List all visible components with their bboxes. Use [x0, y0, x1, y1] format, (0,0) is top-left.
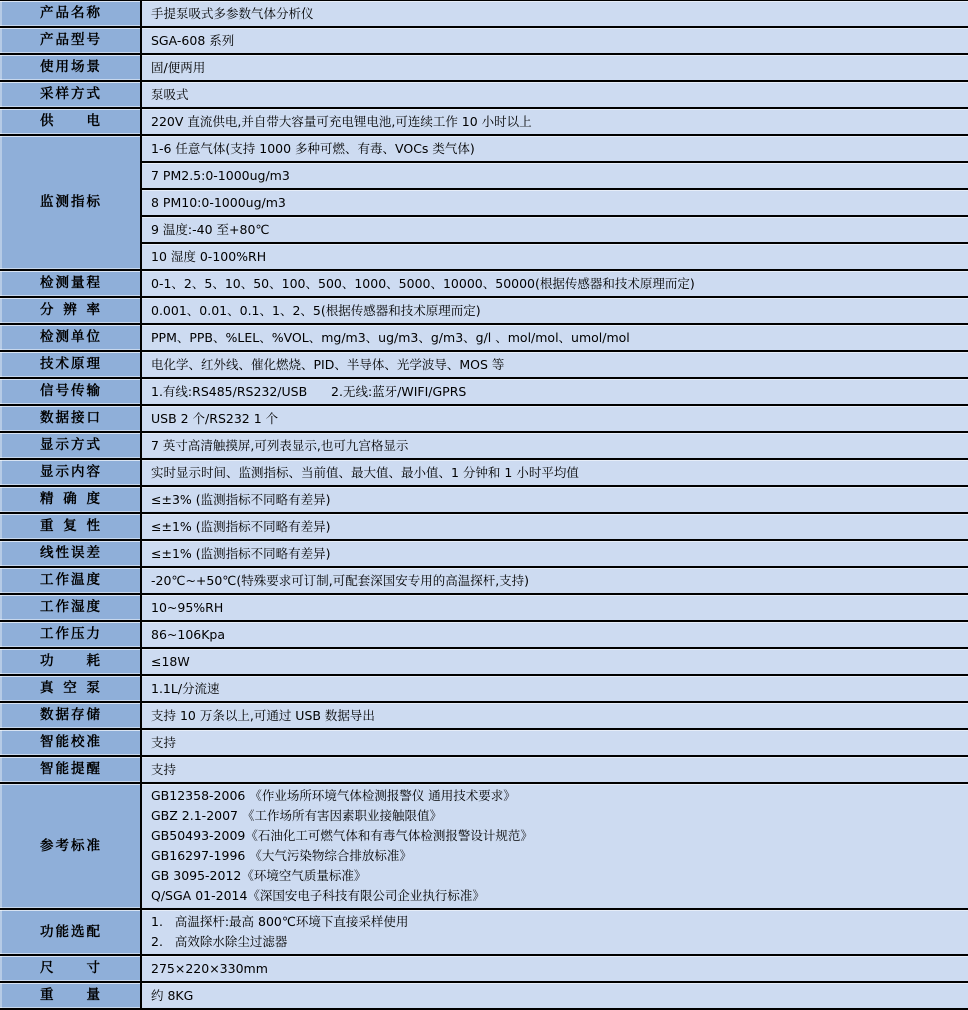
spec-label-cell: [0, 595, 142, 620]
spec-value: GB50493-2009《石油化工可燃气体和有毒气体检测报警设计规范》: [151, 828, 533, 843]
spec-row: [0, 514, 968, 541]
spec-value-cell: [142, 406, 968, 431]
spec-value-cell: [142, 352, 968, 377]
spec-subrow: [142, 244, 968, 269]
spec-label-cell: [0, 55, 142, 80]
spec-row: [0, 352, 968, 379]
spec-value: 电化学、红外线、催化燃烧、PID、半导体、光学波导、MOS 等: [151, 356, 505, 372]
spec-subrow: [142, 136, 968, 163]
spec-label-cell: [0, 136, 142, 269]
spec-label: 显示方式: [40, 437, 100, 454]
spec-label: 尺 寸: [40, 960, 100, 977]
spec-label-cell: [0, 622, 142, 647]
spec-label-cell: [0, 676, 142, 701]
spec-row: [0, 983, 968, 1010]
spec-label-cell: [0, 1, 142, 26]
spec-label-cell: [0, 109, 142, 134]
spec-label-cell: [0, 325, 142, 350]
spec-value: GBZ 2.1-2007 《工作场所有害因素职业接触限值》: [151, 808, 442, 823]
spec-value-cell: [142, 757, 968, 782]
spec-value-cell: [142, 514, 968, 539]
spec-row: [0, 28, 968, 55]
spec-value: 0-1、2、5、10、50、100、500、1000、5000、10000、50000(根据传感器和技术原理而定): [151, 275, 695, 291]
spec-value-cell: [142, 325, 968, 350]
spec-label: 产品型号: [40, 32, 100, 49]
spec-label: 技术原理: [40, 356, 100, 373]
spec-value: 实时显示时间、监测指标、当前值、最大值、最小值、1 分钟和 1 小时平均值: [151, 464, 579, 480]
spec-label-cell: [0, 460, 142, 485]
spec-value: 1.有线:RS485/RS232/USB 2.无线:蓝牙/WIFI/GPRS: [151, 383, 467, 399]
spec-label: 检测量程: [40, 275, 100, 292]
spec-label: 重 复 性: [40, 518, 100, 535]
spec-row: [0, 730, 968, 757]
spec-row: [0, 298, 968, 325]
spec-value-cell: [142, 433, 968, 458]
spec-value-cell: [142, 28, 968, 53]
spec-value-cell: [142, 910, 968, 954]
spec-value-cell: [142, 271, 968, 296]
spec-value: 支持: [151, 734, 177, 750]
spec-label: 智能校准: [40, 734, 100, 751]
spec-value-cell: [142, 109, 968, 134]
spec-value: Q/SGA 01-2014《深国安电子科技有限公司企业执行标准》: [151, 888, 485, 903]
spec-row: [0, 271, 968, 298]
spec-value: 支持: [151, 761, 177, 777]
spec-value: PPM、PPB、%LEL、%VOL、mg/m3、ug/m3、g/m3、g/l 、mol/mol、umol/mol: [151, 329, 630, 345]
spec-label: 数据存储: [40, 707, 100, 724]
spec-label: 数据接口: [40, 410, 100, 427]
spec-value-cell: [142, 541, 968, 566]
spec-label-cell: [0, 82, 142, 107]
spec-label: 工作温度: [40, 572, 100, 589]
spec-value: 7 PM2.5:0-1000ug/m3: [151, 167, 290, 183]
spec-value-cell: [142, 595, 968, 620]
spec-label-cell: [0, 28, 142, 53]
spec-value: 泵吸式: [151, 86, 189, 102]
spec-row: [0, 109, 968, 136]
spec-value: 1.1L/分流速: [151, 680, 220, 696]
spec-value: 2. 高效除水除尘过滤器: [151, 934, 288, 949]
spec-label: 工作湿度: [40, 599, 100, 616]
spec-row: [0, 568, 968, 595]
spec-value-cell: [142, 298, 968, 323]
spec-value: SGA-608 系列: [151, 32, 235, 48]
spec-label-cell: [0, 568, 142, 593]
spec-subrow: [142, 163, 968, 190]
spec-label: 智能提醒: [40, 761, 100, 778]
spec-value-cell: [142, 649, 968, 674]
spec-label: 使用场景: [40, 59, 100, 76]
spec-row: [0, 82, 968, 109]
spec-label-cell: [0, 757, 142, 782]
spec-value-cell: [142, 703, 968, 728]
spec-value: GB16297-1996 《大气污染物综合排放标准》: [151, 848, 412, 863]
spec-label: 真 空 泵: [40, 680, 100, 697]
spec-label: 监测指标: [40, 194, 100, 211]
spec-label: 功 耗: [40, 653, 100, 670]
spec-row: [0, 379, 968, 406]
spec-row: [0, 487, 968, 514]
spec-value: GB 3095-2012《环境空气质量标准》: [151, 868, 367, 883]
spec-label-cell: [0, 541, 142, 566]
spec-value: 220V 直流供电,并自带大容量可充电锂电池,可连续工作 10 小时以上: [151, 113, 532, 129]
spec-value-cell: [142, 487, 968, 512]
spec-label-cell: [0, 406, 142, 431]
spec-value: 约 8KG: [151, 987, 194, 1003]
spec-row: [0, 55, 968, 82]
spec-row: [0, 622, 968, 649]
spec-value: 86~106Kpa: [151, 626, 226, 642]
spec-value-cell: [142, 983, 968, 1008]
spec-row: [0, 703, 968, 730]
spec-row: [0, 541, 968, 568]
spec-label: 线性误差: [40, 545, 100, 562]
spec-value-cell: [142, 460, 968, 485]
spec-label: 产品名称: [40, 5, 100, 22]
spec-row: [0, 910, 968, 956]
spec-row: [0, 784, 968, 910]
spec-label: 功能选配: [40, 923, 100, 940]
spec-value: -20℃~+50℃(特殊要求可订制,可配套深国安专用的高温探杆,支持): [151, 572, 530, 588]
spec-label-cell: [0, 910, 142, 954]
spec-label-cell: [0, 514, 142, 539]
spec-value: GB12358-2006 《作业场所环境气体检测报警仪 通用技术要求》: [151, 788, 516, 803]
spec-value-cell: [142, 379, 968, 404]
spec-row: [0, 649, 968, 676]
spec-value: 9 温度:-40 至+80℃: [151, 221, 270, 237]
spec-value-cell: [142, 1, 968, 26]
spec-value: ≤±1% (监测指标不同略有差异): [151, 518, 331, 534]
spec-value: USB 2 个/RS232 1 个: [151, 410, 279, 426]
spec-label-cell: [0, 271, 142, 296]
spec-value: 固/便两用: [151, 59, 206, 75]
spec-subrow-group: [142, 136, 968, 269]
spec-value: 10~95%RH: [151, 599, 224, 615]
spec-value-cell: [142, 730, 968, 755]
spec-row: [0, 460, 968, 487]
spec-value-cell: [142, 676, 968, 701]
spec-value: 0.001、0.01、0.1、1、2、5(根据传感器和技术原理而定): [151, 302, 481, 318]
spec-row: [0, 676, 968, 703]
spec-row: [0, 1, 968, 28]
spec-label-cell: [0, 433, 142, 458]
spec-label: 工作压力: [40, 626, 100, 643]
spec-label: 参考标准: [40, 837, 100, 854]
spec-label-cell: [0, 956, 142, 981]
spec-value-cell: [142, 55, 968, 80]
spec-value: 8 PM10:0-1000ug/m3: [151, 194, 286, 210]
spec-value: 7 英寸高清触摸屏,可列表显示,也可九宫格显示: [151, 437, 409, 453]
spec-label-cell: [0, 379, 142, 404]
spec-subrow: [142, 217, 968, 244]
spec-label: 供 电: [40, 113, 100, 130]
spec-row: [0, 956, 968, 983]
spec-label-cell: [0, 784, 142, 908]
spec-label: 检测单位: [40, 329, 100, 346]
spec-label-cell: [0, 298, 142, 323]
spec-label: 精 确 度: [40, 491, 100, 508]
spec-value: 10 湿度 0-100%RH: [151, 248, 267, 264]
spec-value-cell: [142, 82, 968, 107]
spec-row: [0, 325, 968, 352]
spec-value-cell: [142, 568, 968, 593]
spec-row: [0, 595, 968, 622]
spec-label-cell: [0, 352, 142, 377]
spec-label-cell: [0, 649, 142, 674]
spec-value-cell: [142, 622, 968, 647]
spec-row: [0, 136, 968, 271]
spec-label: 采样方式: [40, 86, 100, 103]
spec-value: 1. 高温探杆:最高 800℃环境下直接采样使用: [151, 914, 409, 929]
spec-value-cell: [142, 784, 968, 908]
spec-value: 支持 10 万条以上,可通过 USB 数据导出: [151, 707, 375, 723]
spec-label-cell: [0, 703, 142, 728]
spec-label: 信号传输: [40, 383, 100, 400]
spec-label: 分 辨 率: [40, 302, 100, 319]
spec-row: [0, 757, 968, 784]
spec-value-cell: [142, 956, 968, 981]
spec-value: 手提泵吸式多参数气体分析仪: [151, 5, 314, 21]
spec-label: 重 量: [40, 987, 100, 1004]
spec-label-cell: [0, 730, 142, 755]
spec-value: ≤±1% (监测指标不同略有差异): [151, 545, 331, 561]
spec-value: 275×220×330mm: [151, 960, 268, 976]
spec-label-cell: [0, 983, 142, 1008]
spec-value: ≤±3% (监测指标不同略有差异): [151, 491, 331, 507]
spec-label-cell: [0, 487, 142, 512]
spec-label: 显示内容: [40, 464, 100, 481]
spec-value: ≤18W: [151, 653, 190, 669]
spec-value: 1-6 任意气体(支持 1000 多种可燃、有毒、VOCs 类气体): [151, 140, 475, 156]
spec-row: [0, 433, 968, 460]
spec-row: [0, 406, 968, 433]
spec-subrow: [142, 190, 968, 217]
